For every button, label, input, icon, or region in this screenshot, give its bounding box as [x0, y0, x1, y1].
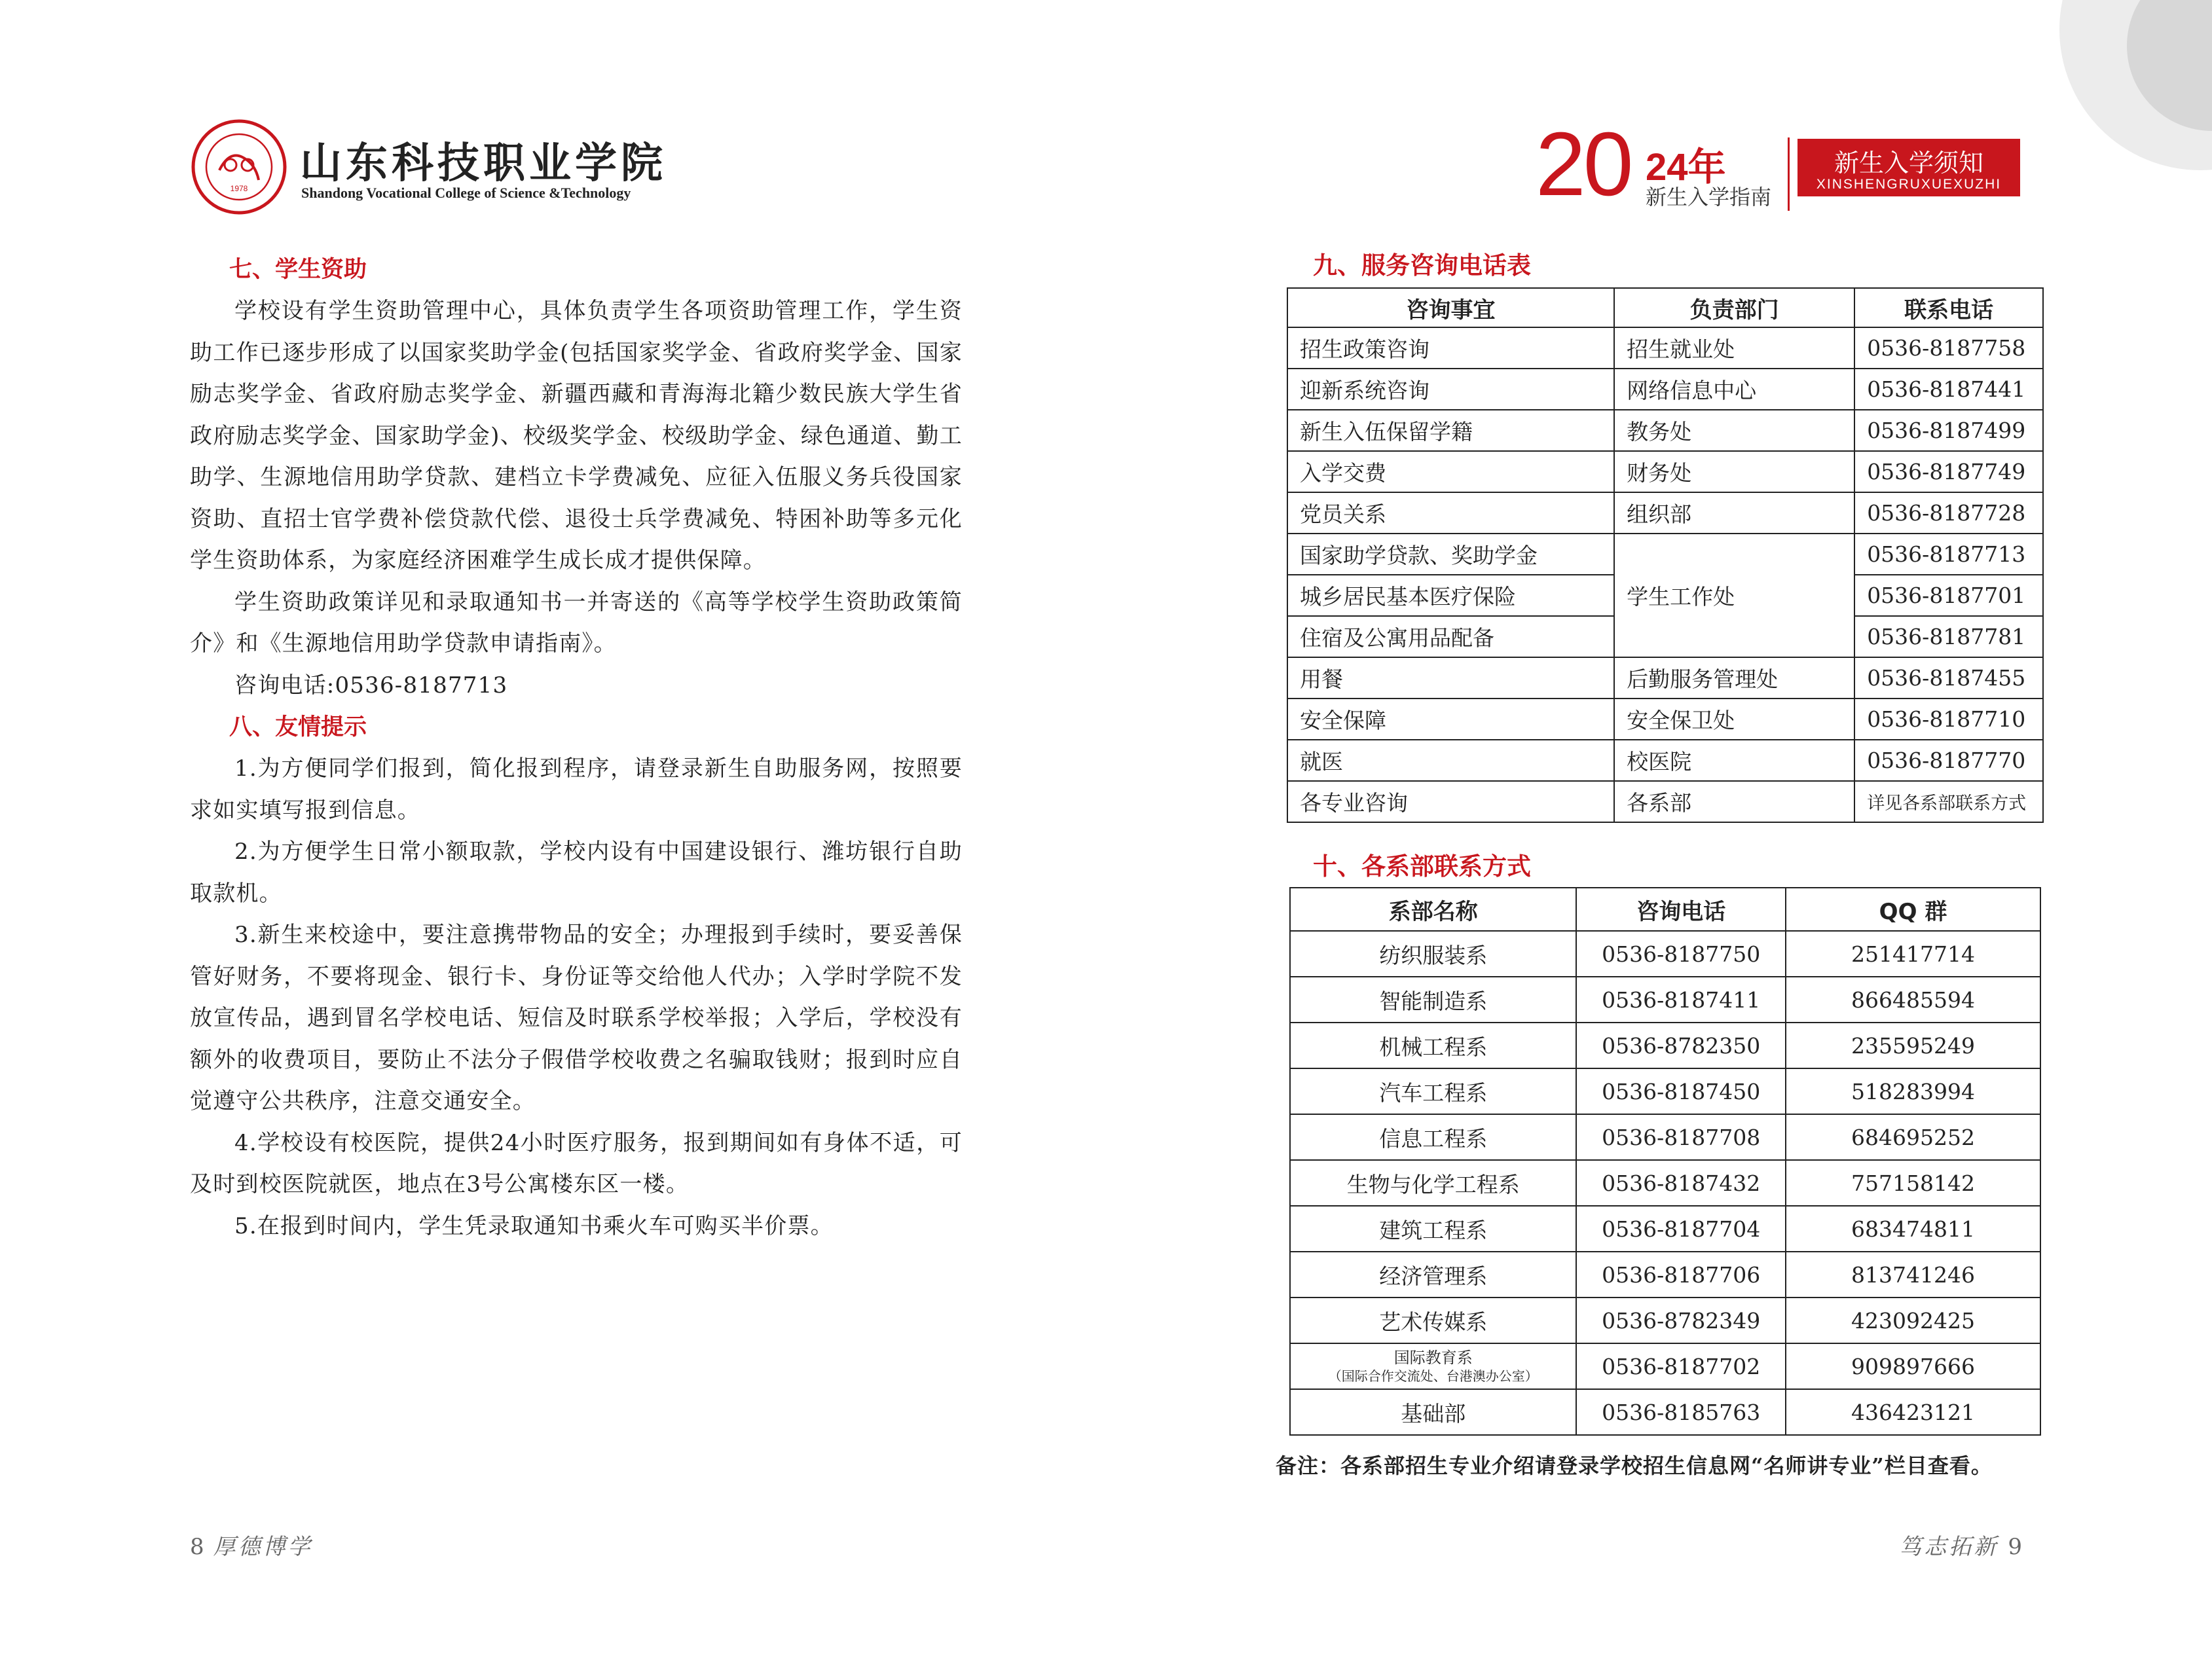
year-rest: 24年	[1646, 146, 1726, 189]
department-name: 生物与化学工程系	[1290, 1160, 1576, 1206]
table-row	[1287, 699, 2043, 740]
table-row	[1290, 931, 2040, 977]
table-row	[1290, 1389, 2040, 1435]
department-phone: 0536-8187750	[1576, 931, 1786, 977]
responsible-dept: 网络信息中心	[1614, 369, 1854, 410]
guide-header	[1536, 114, 2020, 215]
department-name: 智能制造系	[1290, 977, 1576, 1023]
section8-title: 八、友情提示	[229, 714, 367, 740]
footer-motto-right: 笃志拓新	[1899, 1534, 1999, 1560]
department-phone: 0536-8187706	[1576, 1252, 1786, 1298]
table-row	[1287, 740, 2043, 781]
consult-item: 招生政策咨询	[1287, 327, 1614, 369]
table-row	[1290, 1206, 2040, 1252]
consult-item: 党员关系	[1287, 492, 1614, 534]
contact-phone: 0536-8187455	[1854, 657, 2043, 699]
header-divider	[1788, 137, 1790, 211]
table-header-cell: 系部名称	[1290, 888, 1576, 931]
department-qq: 683474811	[1786, 1206, 2040, 1252]
school-seal-icon	[190, 118, 288, 216]
contact-phone: 0536-8187749	[1854, 451, 2043, 492]
table-row	[1290, 1114, 2040, 1160]
department-qq: 518283994	[1786, 1068, 2040, 1114]
badge-pinyin: XINSHENGRUXUEXUZHI	[1816, 177, 2002, 192]
department-name-sub: （国际合作交流处、台港澳办公室）	[1328, 1368, 1538, 1384]
department-qq: 866485594	[1786, 977, 2040, 1023]
tip-4: 4.学校设有校医院，提供24小时医疗服务，报到期间如有身体不适，可及时到校医院就医，地点在3号公寓楼东区一楼。	[190, 1129, 963, 1197]
contact-phone: 0536-8187770	[1854, 740, 2043, 781]
table-row	[1290, 1252, 2040, 1298]
contact-phone: 0536-8187758	[1854, 327, 2043, 369]
tip-2: 2.为方便学生日常小额取款，学校内设有中国建设银行、潍坊银行自助取款机。	[190, 839, 963, 907]
consult-item: 入学交费	[1287, 451, 1614, 492]
service-phone-table	[1287, 287, 2044, 823]
contact-phone: 0536-8187781	[1854, 616, 2043, 657]
department-name: 基础部	[1290, 1389, 1576, 1435]
contact-phone: 0536-8187728	[1854, 492, 2043, 534]
department-qq: 235595249	[1786, 1023, 2040, 1068]
department-qq: 436423121	[1786, 1389, 2040, 1435]
department-phone: 0536-8187450	[1576, 1068, 1786, 1114]
tip-1: 1.为方便同学们报到，简化报到程序，请登录新生自助服务网，按照要求如实填写报到信息。	[190, 755, 963, 824]
school-name-cn: 山东科技职业学院	[300, 139, 667, 188]
responsible-dept: 组织部	[1614, 492, 1854, 534]
section10-title: 十、各系部联系方式	[1313, 852, 1531, 880]
table-row	[1290, 977, 2040, 1023]
department-name: 建筑工程系	[1290, 1206, 1576, 1252]
section9-title: 九、服务咨询电话表	[1313, 251, 1531, 280]
table-row	[1287, 534, 2043, 575]
department-name	[1290, 1343, 1576, 1389]
department-qq: 757158142	[1786, 1160, 2040, 1206]
page-number-left: 8	[190, 1534, 204, 1560]
section7-paragraph-2: 学生资助政策详见和录取通知书一并寄送的《高等学校学生资助政策简介》和《生源地信用助学贷款申请指南》。	[190, 589, 963, 657]
remark-note: 备注：各系部招生专业介绍请登录学校招生信息网“名师讲专业”栏目查看。	[1276, 1453, 1993, 1478]
department-contact-table	[1289, 887, 2041, 1436]
table-row	[1290, 1023, 2040, 1068]
table-row	[1290, 1160, 2040, 1206]
left-column	[190, 249, 963, 1247]
department-phone: 0536-8187432	[1576, 1160, 1786, 1206]
department-name: 机械工程系	[1290, 1023, 1576, 1068]
department-qq: 909897666	[1786, 1343, 2040, 1389]
department-phone: 0536-8185763	[1576, 1389, 1786, 1435]
table-row	[1287, 369, 2043, 410]
table-header-cell: 联系电话	[1854, 288, 2043, 327]
table-row	[1287, 327, 2043, 369]
table-row	[1287, 410, 2043, 451]
consult-item: 安全保障	[1287, 699, 1614, 740]
department-name: 艺术传媒系	[1290, 1298, 1576, 1343]
school-name-en: Shandong Vocational College of Science &Technology	[301, 185, 631, 201]
contact-phone: 0536-8187713	[1854, 534, 2043, 575]
department-qq: 251417714	[1786, 931, 2040, 977]
department-name: 汽车工程系	[1290, 1068, 1576, 1114]
department-name: 经济管理系	[1290, 1252, 1576, 1298]
footer-motto-left: 厚德博学	[213, 1534, 313, 1560]
footer-left	[190, 1529, 322, 1561]
department-name: 信息工程系	[1290, 1114, 1576, 1160]
year-first: 20	[1536, 114, 1631, 215]
department-phone: 0536-8187702	[1576, 1343, 1786, 1389]
section7-title: 七、学生资助	[229, 257, 367, 283]
consult-item: 住宿及公寓用品配备	[1287, 616, 1614, 657]
page-number-right: 9	[2008, 1534, 2022, 1560]
footer-right	[1890, 1529, 2022, 1561]
consult-item: 各专业咨询	[1287, 781, 1614, 822]
consult-item: 国家助学贷款、奖助学金	[1287, 534, 1614, 575]
seal-year: 1978	[230, 184, 248, 193]
school-logo	[190, 118, 667, 216]
consult-item: 迎新系统咨询	[1287, 369, 1614, 410]
table-header-row	[1287, 288, 2043, 327]
department-qq: 684695252	[1786, 1114, 2040, 1160]
consult-item: 用餐	[1287, 657, 1614, 699]
table-row	[1287, 657, 2043, 699]
table-row	[1287, 781, 2043, 822]
responsible-dept: 后勤服务管理处	[1614, 657, 1854, 699]
table-row	[1290, 1298, 2040, 1343]
year-subtitle: 新生入学指南	[1646, 185, 1772, 209]
table-header-row	[1290, 888, 2040, 931]
tip-5: 5.在报到时间内，学生凭录取通知书乘火车可购买半价票。	[234, 1212, 834, 1239]
department-qq: 423092425	[1786, 1298, 2040, 1343]
department-name: 纺织服装系	[1290, 931, 1576, 977]
department-phone: 0536-8187704	[1576, 1206, 1786, 1252]
responsible-dept: 财务处	[1614, 451, 1854, 492]
contact-phone: 0536-8187710	[1854, 699, 2043, 740]
table-header-cell: 负责部门	[1614, 288, 1854, 327]
department-phone: 0536-8782349	[1576, 1298, 1786, 1343]
contact-phone: 0536-8187701	[1854, 575, 2043, 616]
table-row	[1287, 451, 2043, 492]
table-row	[1287, 492, 2043, 534]
consult-item: 城乡居民基本医疗保险	[1287, 575, 1614, 616]
contact-phone: 0536-8187441	[1854, 369, 2043, 410]
department-name-main: 国际教育系	[1393, 1349, 1473, 1367]
consult-item: 新生入伍保留学籍	[1287, 410, 1614, 451]
consult-item: 就医	[1287, 740, 1614, 781]
badge-title: 新生入学须知	[1834, 149, 1983, 177]
department-qq: 813741246	[1786, 1252, 2040, 1298]
table-header-cell: 咨询事宜	[1287, 288, 1614, 327]
contact-phone: 详见各系部联系方式	[1854, 781, 2043, 822]
responsible-dept: 招生就业处	[1614, 327, 1854, 369]
responsible-dept: 校医院	[1614, 740, 1854, 781]
section7-paragraph-1: 学校设有学生资助管理中心，具体负责学生各项资助管理工作，学生资助工作已逐步形成了以国家奖助学金(包括国家奖学金、省政府奖学金、国家励志奖学金、省政府励志奖学金、新疆西藏和青海海北籍少数民族大学生省政府励志奖学金、国家助学金)、校级奖学金、校级助学金、绿色通道、勤工助学、生源地信用助学贷款、建档立卡学费减免、应征入伍服义务兵役国家资助、直招士官学费补偿贷款代偿、退役士兵学费减免、特困补助等多元化学生资助体系，为家庭经济困难学生成长成才提供保障。	[190, 298, 963, 573]
contact-phone: 0536-8187499	[1854, 410, 2043, 451]
table-header-cell: QQ 群	[1786, 888, 2040, 931]
responsible-dept: 各系部	[1614, 781, 1854, 822]
responsible-dept: 学生工作处	[1614, 534, 1854, 657]
responsible-dept: 安全保卫处	[1614, 699, 1854, 740]
department-phone: 0536-8187708	[1576, 1114, 1786, 1160]
responsible-dept: 教务处	[1614, 410, 1854, 451]
tip-3: 3.新生来校途中，要注意携带物品的安全；办理报到手续时，要妥善保管好财务，不要将现金、银行卡、身份证等交给他人代办；入学时学院不发放宣传品，遇到冒名学校电话、短信及时联系学校举报；入学后，学校没有额外的收费项目，要防止不法分子假借学校收费之名骗取钱财；报到时应自觉遵守公共秩序，注意交通安全。	[190, 922, 963, 1114]
section7-consult-phone: 咨询电话:0536-8187713	[234, 672, 508, 699]
table-row	[1290, 1068, 2040, 1114]
department-phone: 0536-8187411	[1576, 977, 1786, 1023]
department-phone: 0536-8782350	[1576, 1023, 1786, 1068]
table-header-cell: 咨询电话	[1576, 888, 1786, 931]
header-badge	[1797, 139, 2020, 196]
table-row	[1290, 1343, 2040, 1389]
